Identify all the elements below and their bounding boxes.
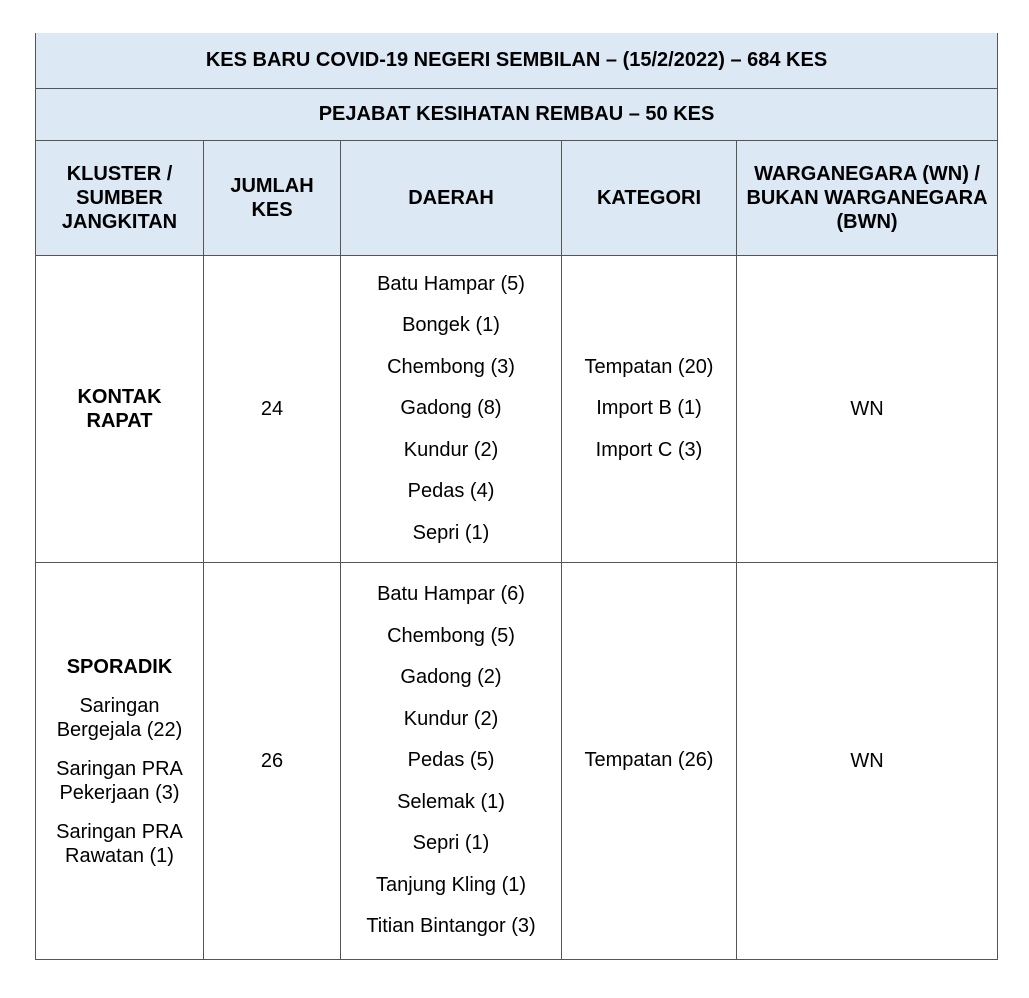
covid-case-table-container xyxy=(35,33,997,960)
header-kluster xyxy=(36,141,204,256)
list-item: Pedas (5) xyxy=(407,749,495,772)
table-subtitle: PEJABAT KESIHATAN REMBAU – 50 KES xyxy=(36,89,998,141)
list-item: Sepri (1) xyxy=(412,521,490,544)
list-item: Batu Hampar (5) xyxy=(377,272,525,295)
list-item: Saringan Bergejala (22) xyxy=(56,694,183,741)
header-warganegara xyxy=(737,141,998,256)
list-item: Chembong (3) xyxy=(387,355,515,378)
kluster-cell xyxy=(36,563,204,960)
kategori-cell xyxy=(562,563,737,960)
header-jumlah xyxy=(204,141,341,256)
daerah-list xyxy=(341,264,561,555)
list-item: Titian Bintangor (3) xyxy=(366,915,536,938)
list-item: Batu Hampar (6) xyxy=(377,583,525,606)
kategori-cell xyxy=(562,256,737,563)
list-item: Chembong (5) xyxy=(387,624,515,647)
list-item: Gadong (8) xyxy=(400,397,502,420)
table-title: KES BARU COVID-19 NEGERI SEMBILAN – (15/2/2022) – 684 KES xyxy=(36,33,998,89)
list-item: Saringan PRA Rawatan (1) xyxy=(56,820,183,867)
warganegara-cell: WN xyxy=(737,256,998,563)
daerah-cell xyxy=(341,563,562,960)
list-item: Import C (3) xyxy=(595,438,703,461)
kluster-sub-list xyxy=(45,694,195,868)
kluster-label: SPORADIK xyxy=(66,655,173,678)
list-item: Saringan PRA Pekerjaan (3) xyxy=(56,757,183,804)
kluster-cell xyxy=(36,256,204,563)
header-kluster-label: KLUSTER / SUMBER JANGKITAN xyxy=(61,163,178,233)
jumlah-cell: 24 xyxy=(204,256,341,563)
list-item: Sepri (1) xyxy=(412,832,490,855)
list-item: Pedas (4) xyxy=(407,480,495,503)
list-item: Kundur (2) xyxy=(403,707,499,730)
warganegara-cell: WN xyxy=(737,563,998,960)
list-item: Tempatan (26) xyxy=(584,749,714,772)
kluster-label: KONTAK RAPAT xyxy=(77,386,162,432)
list-item: Selemak (1) xyxy=(397,790,505,813)
header-daerah: DAERAH xyxy=(341,141,562,256)
list-item: Import B (1) xyxy=(596,397,702,420)
daerah-cell xyxy=(341,256,562,563)
table-row xyxy=(36,256,998,563)
table-row xyxy=(36,563,998,960)
kategori-list xyxy=(562,347,736,472)
covid-case-table xyxy=(35,33,998,960)
jumlah-cell: 26 xyxy=(204,563,341,960)
list-item: Kundur (2) xyxy=(403,438,499,461)
list-item: Tempatan (20) xyxy=(584,355,714,378)
header-kategori: KATEGORI xyxy=(562,141,737,256)
daerah-list xyxy=(341,574,561,948)
list-item: Gadong (2) xyxy=(400,666,502,689)
header-jumlah-label: JUMLAH KES xyxy=(230,175,314,221)
header-warganegara-label: WARGANEGARA (WN) / BUKAN WARGANEGARA (BWN) xyxy=(746,163,988,233)
list-item: Bongek (1) xyxy=(402,314,500,337)
kategori-list xyxy=(562,740,736,782)
list-item: Tanjung Kling (1) xyxy=(375,873,527,896)
